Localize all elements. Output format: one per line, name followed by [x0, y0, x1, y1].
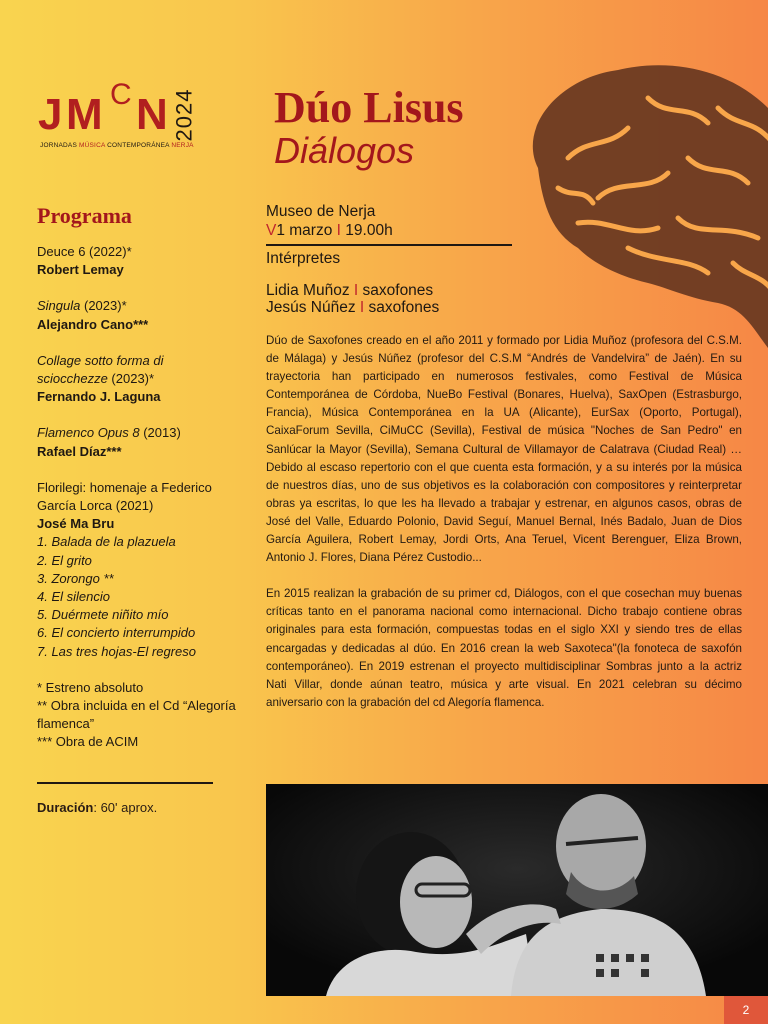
movement: 4. El silencio [37, 589, 110, 605]
performers-list [266, 282, 439, 316]
duration: Duración: 60' aprox. [37, 800, 158, 815]
logo-letter-j: J [38, 90, 63, 139]
performers-heading: Intérpretes [266, 250, 341, 267]
logo-letter-m: M [66, 90, 103, 139]
program-list [37, 243, 237, 752]
movement: 1. Balada de la plazuela [37, 534, 176, 550]
divider [37, 782, 213, 784]
movement: 6. El concierto interrumpido [37, 625, 196, 641]
program-item: Collage sotto forma di sciocchezze (2023)* Fernando J. Laguna [37, 352, 164, 405]
logo-letter-c: C [110, 78, 132, 111]
logo-letter-n: N [136, 90, 168, 139]
venue-block [266, 202, 393, 240]
concert-subtitle: Diálogos [274, 130, 415, 171]
program-item: Flamenco Opus 8 (2013) Rafael Díaz*** [37, 425, 181, 459]
movement: 2. El grito [37, 552, 92, 568]
program-item: Singula (2023)* Alejandro Cano*** [37, 298, 149, 332]
event-datetime: V1 marzo I 19.00h [266, 222, 393, 239]
movement: 5. Duérmete niñito mío [37, 607, 169, 623]
program-item: Florilegi: homenaje a Federico García Lorca (2021) José Ma Bru 1. Balada de la plazuela 2. El grito 3. Zorongo ** 4. El silencio 5. Duérmete niñito mío 6. El concierto interrumpido 7. Las tres hojas-El regreso [37, 479, 237, 661]
movement: 3. Zorongo ** [37, 570, 114, 586]
logo-subtitle: JORNADAS MÚSICA CONTEMPORÁNEA NERJA [40, 142, 194, 149]
venue-name: Museo de Nerja [266, 203, 376, 220]
program-item: Deuce 6 (2022)* Robert Lemay [37, 244, 132, 278]
logo-year: 2024 [171, 88, 197, 142]
program-heading: Programa [37, 203, 132, 228]
program-notes [37, 679, 237, 752]
note: ** Obra incluida en el Cd “Alegoría flamenca” [37, 698, 236, 732]
page-number: 2 [724, 996, 768, 1024]
divider [266, 244, 512, 246]
festival-logo [38, 78, 218, 156]
movement: 7. Las tres hojas-El regreso [37, 643, 196, 659]
bio-paragraph: En 2015 realizan la grabación de su primer cd, Diálogos, con el que cosechan muy buenas críticas tanto en el panorama nacional como internacional. Dicho trabajo contiene obras originales para esta formación, compuestas todas en el siglo XXI y siendo tres de ellas encargadas y dedicadas al dúo. En 2016 crean la web Saxoteca"(la fonoteca de saxofón contemporáneo). En 2019 estrenan el proyecto multidisciplinar Sombras junto a la actriz Nati Villar, donde aúnan teatro, música y arte visual. En 2021 celebran su décimo aniversario con la grabación del cd Alegoría flamenca. [266, 587, 742, 709]
biography [266, 332, 742, 712]
note: *** Obra de ACIM [37, 734, 139, 750]
performer-item: Jesús Núñez I saxofones [266, 299, 440, 316]
brain-illustration [498, 48, 768, 368]
concert-title: Dúo Lisus [274, 83, 464, 132]
bio-paragraph: Dúo de Saxofones creado en el año 2011 y formado por Lidia Muñoz (profesora del C.S.M. de Málaga) y Jesús Núñez (profesor del C.S.M “Andrés de Vandelvira” de Jaén). En su trayectoria han participado en numerosos festivales, como Festival de Música Contemporánea de Córdoba, NueBo Festival (Bonares, Huelva), SaxOpen (Estrasburgo, Francia), Música Contemporánea en la UA (Alicante), EurSax (Oporto, Portugal), CaixaForum Sevilla, CiMuCC (Sevilla), Festival de música "Noches de San Pedro" en Sanlúcar la Mayor (Sevilla), Semana Cultural de Villamayor de Calatrava (Ciudad Real) … Debido al escaso repertorio con el que cuenta esta formación, y a su interés por la música de nuestros días, uno de sus objetivos es la colaboración con compositores y reinterpretar obras ya escritas, lo que les ha llevado a trabajar y estrenar, en algunos casos, obras de José del Valle, Eduardo Polonio, David Seguí, Manuel Bernal, Inés Badalo, Juan de Dios García Aguilera, Robert Lemay, Jordi Orts, Ana Teruel, Vicent Berenguer, Eliza Brown, Antonio J. Flores, Diana Pérez Custodio... [266, 334, 742, 565]
duo-photo [266, 784, 768, 996]
performer-item: Lidia Muñoz I saxofones [266, 282, 434, 299]
note: * Estreno absoluto [37, 679, 144, 695]
